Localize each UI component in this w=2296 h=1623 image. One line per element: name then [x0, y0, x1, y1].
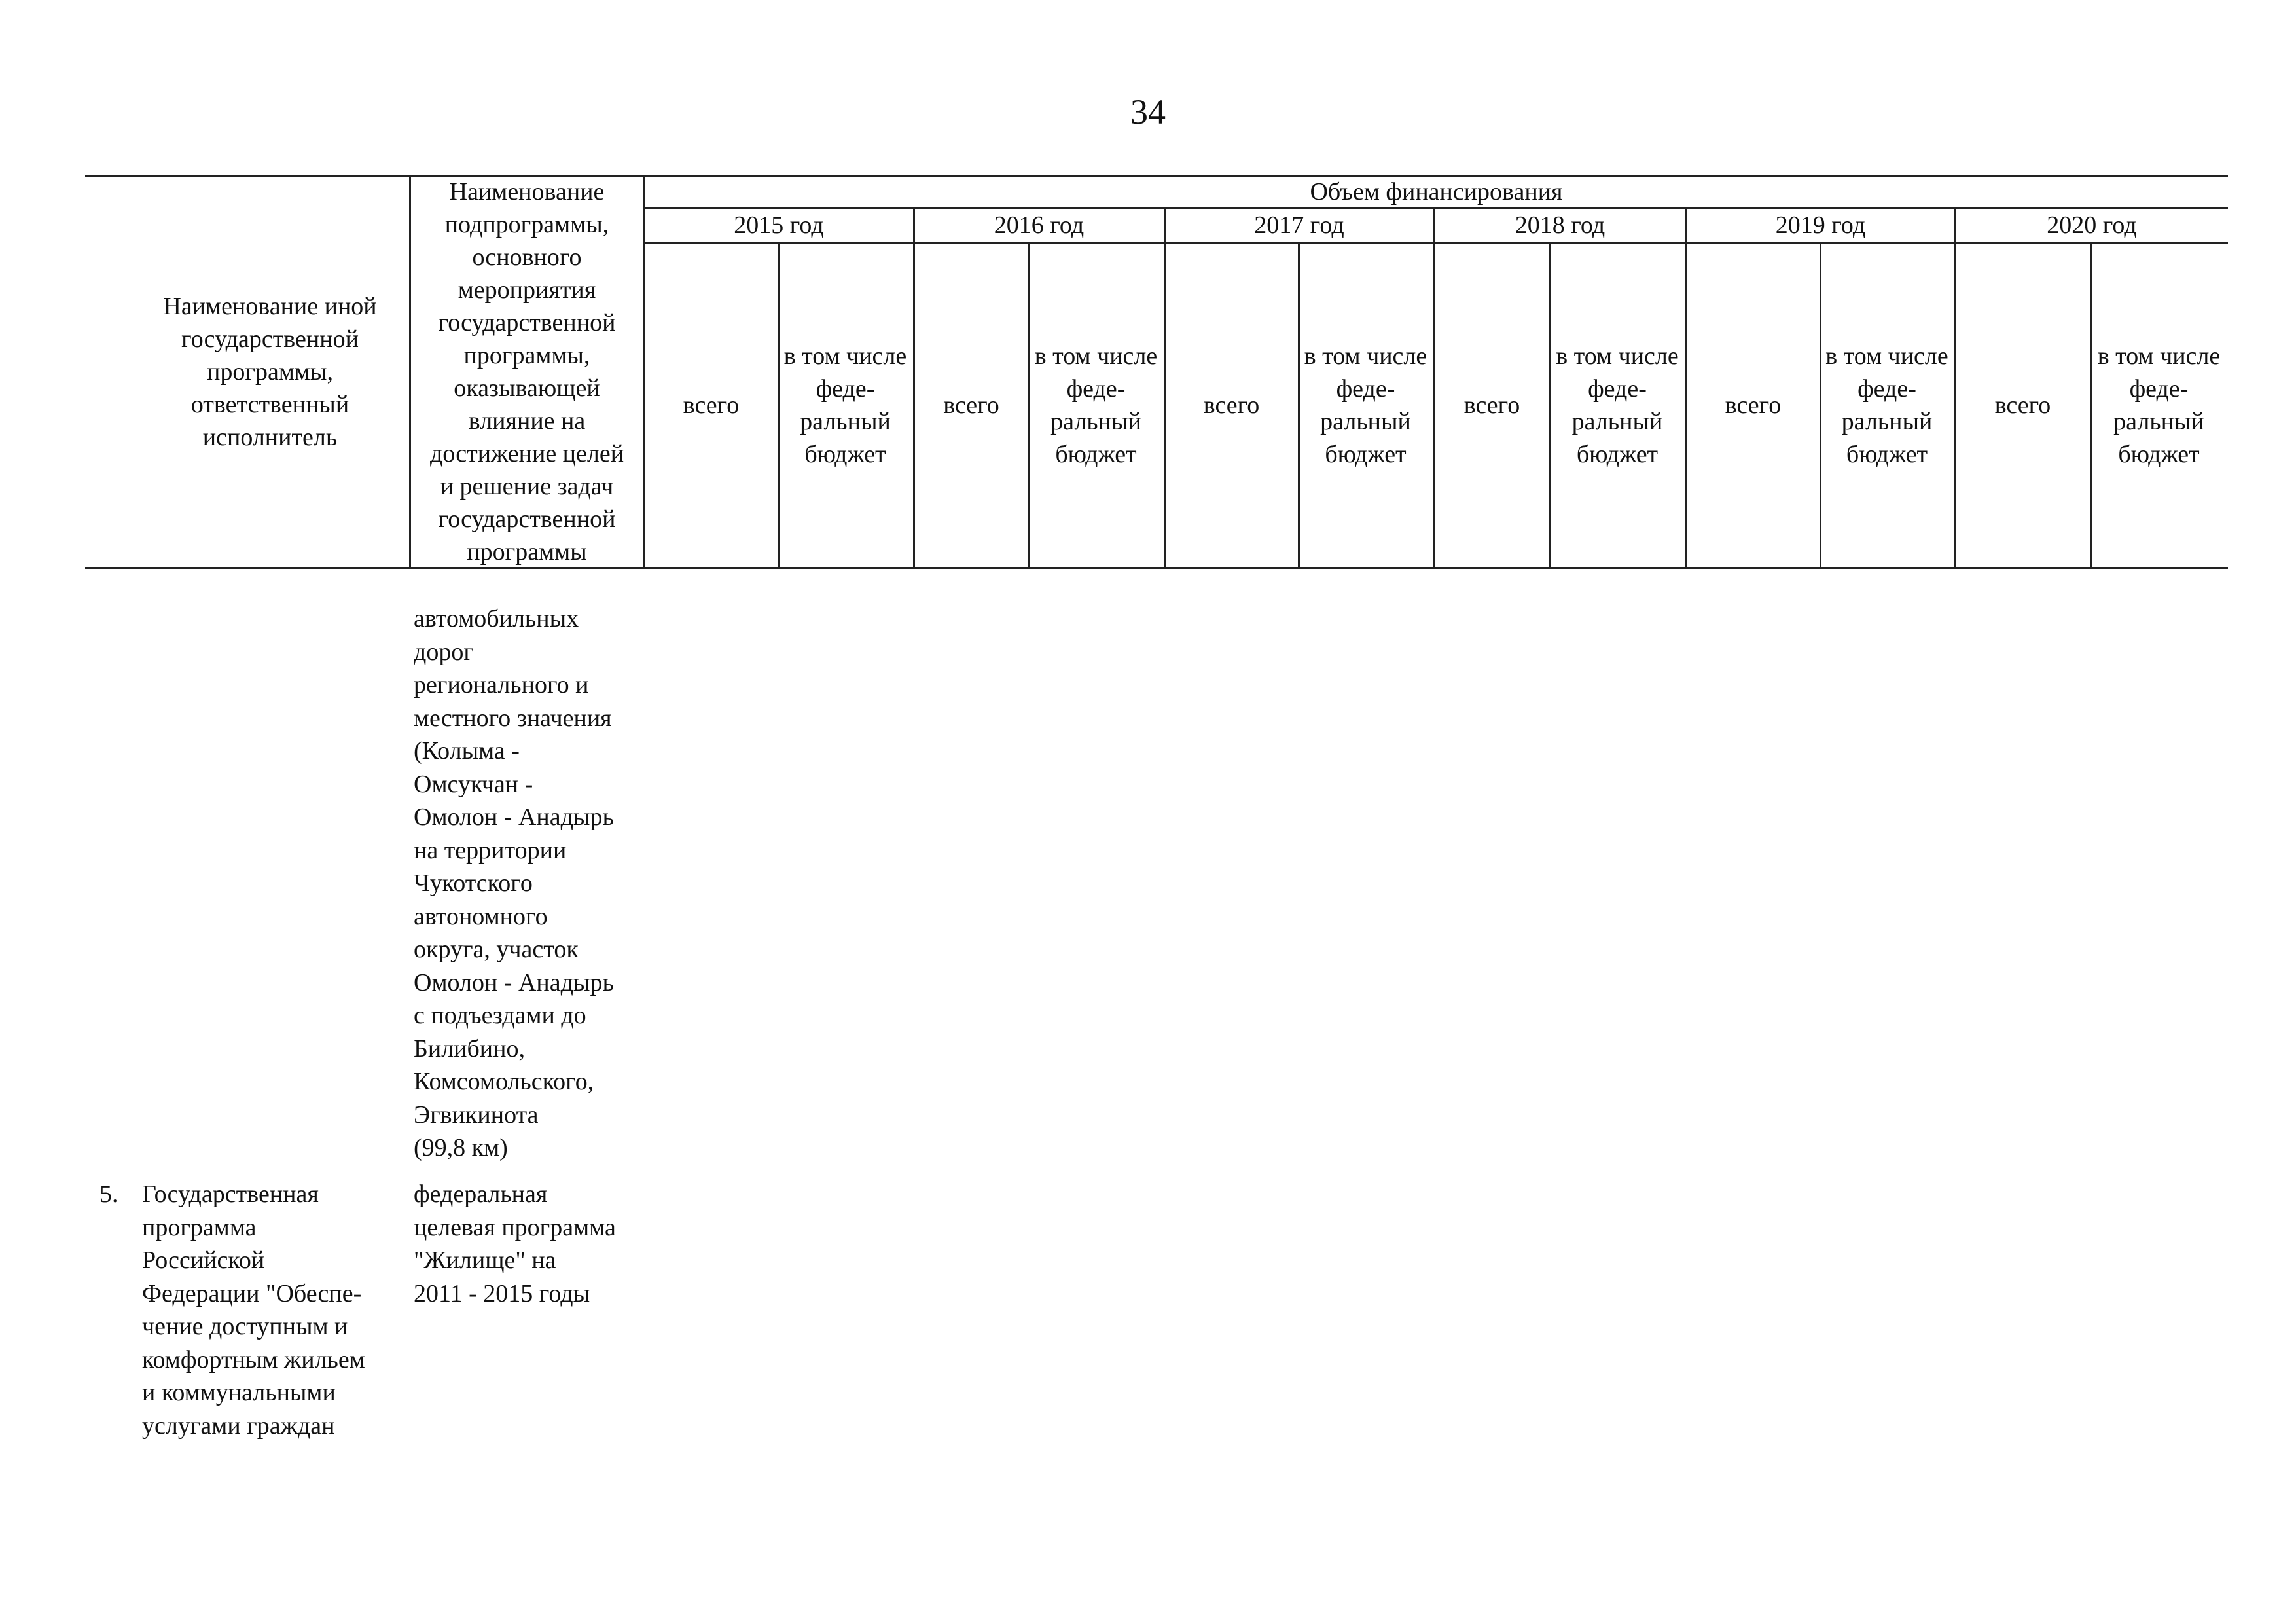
header-year-2017: 2017 год [1254, 211, 1344, 239]
header-total-2017: всего [1203, 392, 1260, 419]
header-federal-2017: в том числе феде- ральный бюджет [1304, 342, 1427, 468]
header-total-2020: всего [1994, 392, 2051, 419]
row-subprogram: федеральная целевая программа "Жилище" на 2011 - 2015 годы [414, 1180, 616, 1307]
header-total-2019: всего [1725, 392, 1782, 419]
header-federal-2016: в том числе феде- ральный бюджет [1034, 342, 1158, 468]
header-total-2016: всего [943, 392, 999, 419]
row-number: 5. [99, 1180, 118, 1208]
header-program-column: Наименование иной государственной программы, ответственный исполнитель [163, 293, 377, 451]
header-year-2020: 2020 год [2047, 211, 2137, 239]
header-year-2016: 2016 год [994, 211, 1085, 239]
header-year-2015: 2015 год [734, 211, 824, 239]
row-program: Государственная программа Российской Федерации "Обеспе- чение доступным и комфортным жильем и коммунальными услугами граждан [142, 1180, 365, 1440]
header-year-2019: 2019 год [1775, 211, 1866, 239]
header-total-2015: всего [683, 392, 740, 419]
row-subprogram: автомобильных дорог регионального и местного значения (Колыма - Омсукчан - Омолон - Анадырь на территории Чукотского автономного округа, участок Омолон - Анадырь с подъездами до Билибино, Комсомольского, Эгвикинота (99,8 км) [414, 605, 614, 1161]
header-federal-2020: в том числе феде- ральный бюджет [2097, 342, 2221, 468]
header-year-2018: 2018 год [1515, 211, 1605, 239]
header-bottom-border [85, 567, 2228, 569]
header-federal-2019: в том числе феде- ральный бюджет [1825, 342, 1948, 468]
header-total-2018: всего [1463, 392, 1520, 419]
header-financing: Объем финансирования [1310, 178, 1563, 206]
header-subprogram-column: Наименование подпрограммы, основного мероприятия государственной программы, оказывающей влияние на достижение целей и решение задач государственной программы [429, 178, 624, 566]
page-number: 34 [1130, 92, 1166, 132]
header-federal-2015: в том числе феде- ральный бюджет [783, 342, 907, 468]
header-federal-2018: в том числе феде- ральный бюджет [1556, 342, 1679, 468]
